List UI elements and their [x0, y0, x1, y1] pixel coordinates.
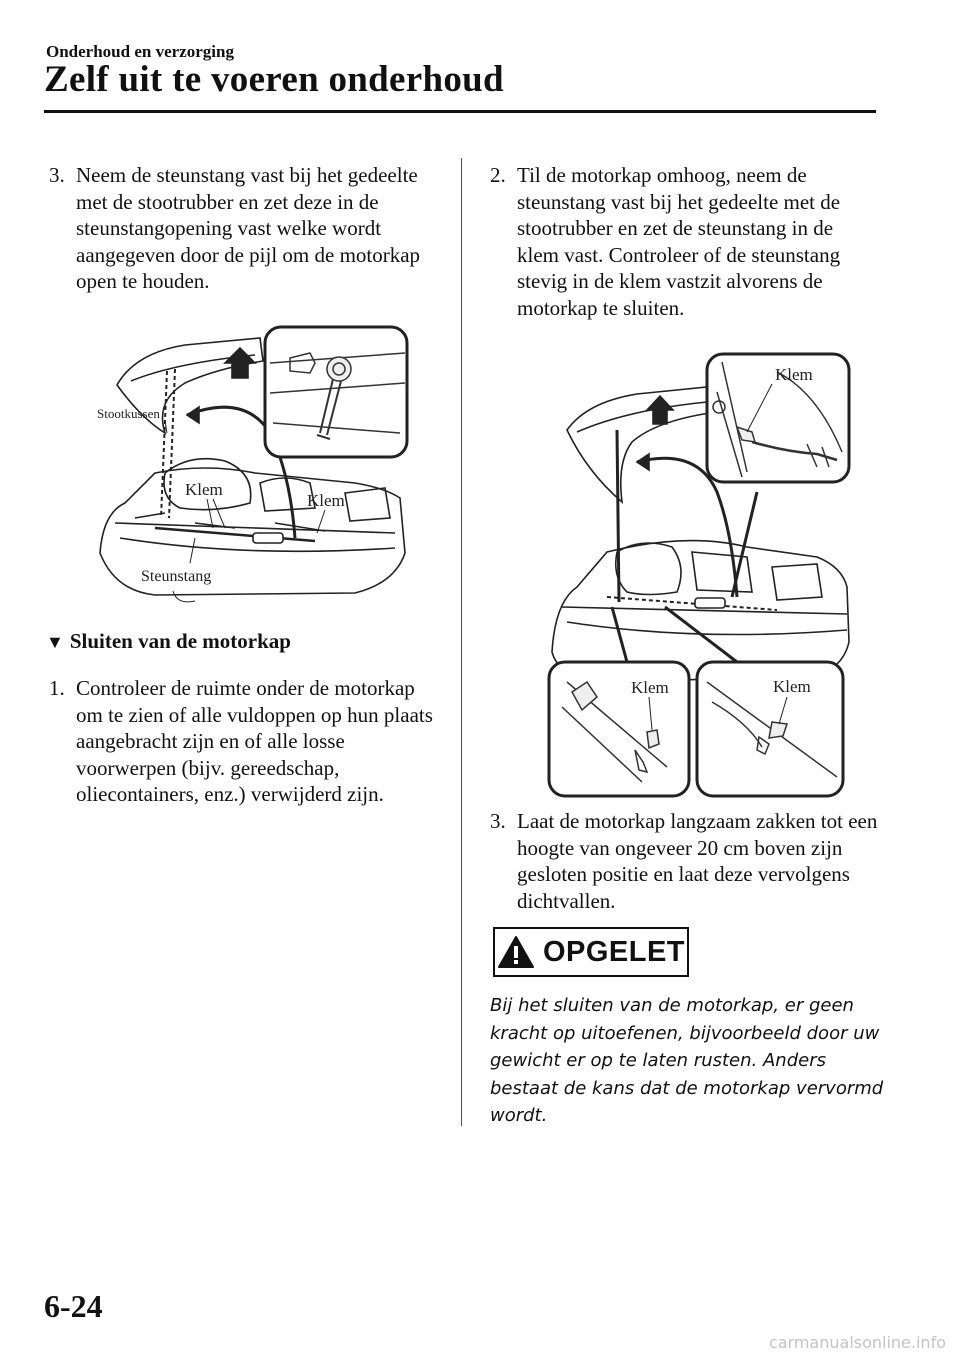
label-klem-bottom-right: Klem	[773, 677, 811, 696]
step-2-secure-rod	[490, 162, 880, 321]
section-label: Onderhoud en verzorging	[46, 42, 234, 61]
warning-triangle-icon	[497, 935, 535, 969]
caution-header	[493, 927, 689, 977]
watermark: carmanualsonline.info	[768, 1333, 946, 1352]
caution-label: OPGELET	[542, 935, 686, 968]
step-number: 3.	[49, 163, 65, 187]
label-klem-top: Klem	[775, 365, 813, 384]
label-klem-bottom-left: Klem	[631, 678, 669, 697]
step-3-lower-hood	[490, 808, 880, 914]
step-text: Neem de steunstang vast bij het gedeelte met de stootrubber en zet deze in de steunstangopening vast welke wordt aangegeven door de pijl om de motorkap open te houden.	[76, 163, 421, 293]
subheading-closing-hood	[46, 629, 291, 654]
step-text: Controleer de ruimte onder de motorkap om te zien of alle vuldoppen op hun plaats aangebracht zijn en of alle losse voorwerpen (bijv. gereedschap, oliecontainers, enz.) verwijderd zijn.	[76, 676, 433, 806]
label-klem-1: Klem	[185, 480, 223, 499]
step-text: Laat de motorkap langzaam zakken tot een hoogte van ongeveer 20 cm boven zijn gesloten positie en laat deze vervolgens dichtvallen.	[517, 809, 878, 913]
label-steunstang: Steunstang	[141, 568, 212, 585]
column-divider	[461, 158, 462, 1126]
rod-clip-illustration	[547, 352, 853, 798]
caution-text: Bij het sluiten van de motorkap, er geen kracht op uitoefenen, bijvoorbeeld door uw gewicht er op te laten rusten. Anders bestaat de kans dat de motorkap vervormd wordt.	[490, 995, 884, 1126]
step-number: 2.	[490, 163, 506, 187]
page-title: Zelf uit te voeren onderhoud	[44, 59, 504, 100]
step-text: Til de motorkap omhoog, neem de steunstang vast bij het gedeelte met de stootrubber en zet de steunstang in de klem vast. Controleer of de steunstang stevig in de klem vastzit alvorens de motorkap te sluiten.	[517, 163, 841, 320]
page-number: 6-24	[44, 1288, 103, 1324]
title-rule	[44, 110, 876, 113]
inset-detail-box	[265, 327, 407, 457]
inset-bottom-right-clip	[697, 662, 843, 796]
label-klem-2: Klem	[307, 491, 345, 510]
step-number: 1.	[49, 676, 65, 700]
hood-support-rod-illustration	[95, 323, 411, 613]
triangle-marker-icon: ▼	[46, 632, 64, 652]
step-1-check-engine-bay	[49, 675, 444, 808]
step-3-open-hood	[49, 162, 444, 295]
subheading-text: Sluiten van de motorkap	[69, 629, 291, 653]
label-stootkussen: Stootkussen	[97, 406, 160, 421]
step-number: 3.	[490, 809, 506, 833]
